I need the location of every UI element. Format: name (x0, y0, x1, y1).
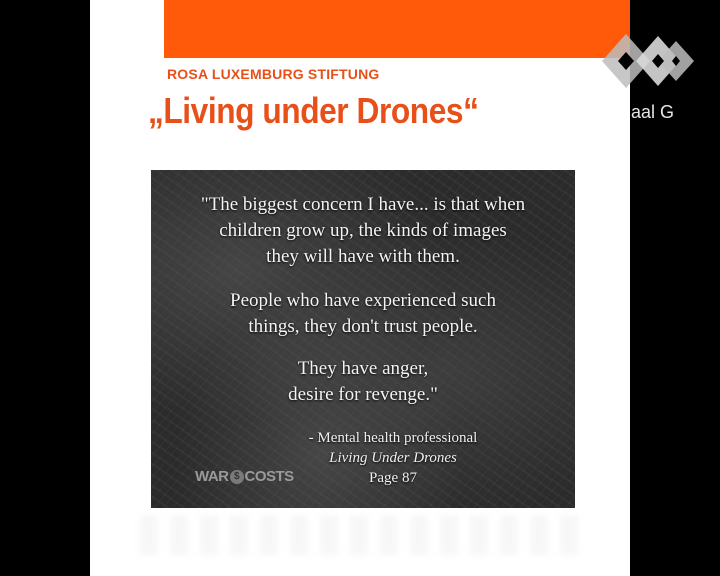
organization-name: ROSA LUXEMBURG STIFTUNG (167, 66, 380, 82)
quote-source: Living Under Drones (329, 450, 457, 466)
watermark-right: COSTS (244, 468, 294, 485)
quote-page: Page 87 (369, 470, 417, 486)
quote-line: things, they don't trust people. (248, 316, 478, 337)
quote-paragraph-1 (151, 192, 575, 270)
quote-line: "The biggest concern I have... is that when (200, 194, 526, 215)
quote-line: they will have with them. (266, 246, 460, 267)
coin-icon: $ (230, 470, 244, 484)
quote-attribution: - Mental health professional (308, 430, 478, 446)
war-costs-watermark (195, 468, 294, 485)
quote-paragraph-3 (151, 356, 575, 408)
watermark-left: WAR (195, 468, 229, 485)
quote-image (151, 170, 575, 508)
channel-logo-icon (596, 28, 696, 94)
quote-line: children grow up, the kinds of images (219, 220, 507, 241)
quote-line: They have anger, (297, 358, 429, 379)
channel-name: aal G (631, 102, 675, 122)
quote-line: People who have experienced such (230, 290, 496, 311)
quote-line: desire for revenge." (288, 384, 438, 405)
slide-headline: „Living under Drones“ (148, 90, 479, 131)
quote-paragraph-2 (151, 288, 575, 340)
faded-background-text (140, 515, 580, 555)
orange-header-bar (164, 0, 630, 58)
